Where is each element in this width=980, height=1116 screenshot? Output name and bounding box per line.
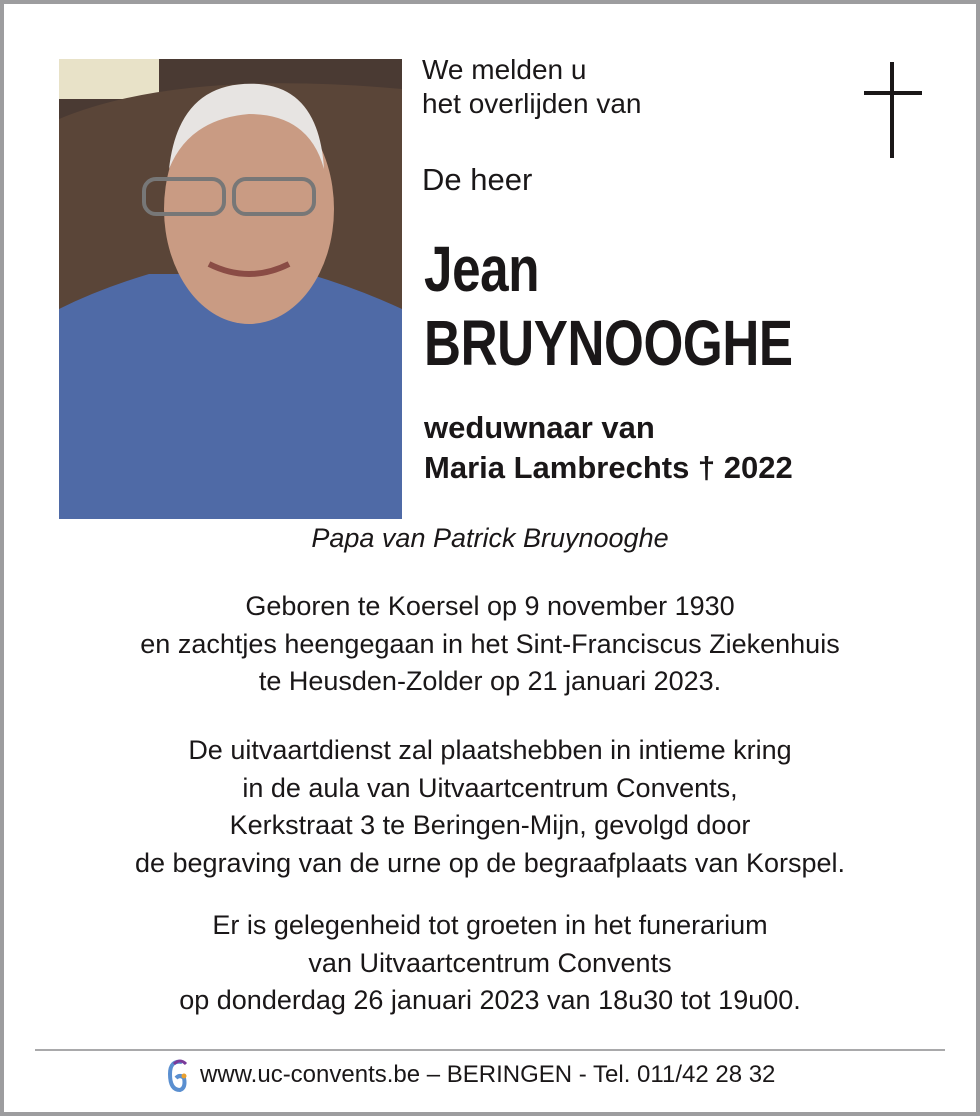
funeral-text	[0, 732, 980, 882]
portrait-photo	[59, 59, 402, 519]
widow-line: Maria Lambrechts † 2022	[424, 450, 793, 485]
funeral-home-logo-icon	[166, 1058, 190, 1092]
divider	[35, 1049, 945, 1051]
text-line: De uitvaartdienst zal plaatshebben in intieme kring	[188, 735, 792, 765]
text-line: Kerkstraat 3 te Beringen-Mijn, gevolgd door	[229, 810, 751, 840]
widow-text	[424, 408, 793, 488]
text-line: van Uitvaartcentrum Convents	[308, 947, 672, 978]
text-line: op donderdag 26 januari 2023 van 18u30 tot 19u00.	[179, 985, 801, 1015]
text-line: de begraving van de urne op de begraafplaats van Korspel.	[134, 847, 845, 878]
honorific: De heer	[422, 162, 533, 197]
text-line: te Heusden-Zolder op 21 januari 2023.	[258, 666, 722, 696]
cross-icon	[864, 62, 922, 158]
intro-line: het overlijden van	[422, 88, 642, 119]
intro-line: We melden u	[422, 54, 587, 85]
text-line: in de aula van Uitvaartcentrum Convents,	[242, 772, 738, 803]
portrait-illustration	[59, 59, 402, 519]
text-line: Er is gelegenheid tot groeten in het funerarium	[212, 910, 768, 940]
text-line: en zachtjes heengegaan in het Sint-Franciscus Ziekenhuis	[140, 628, 840, 659]
relation-text: Papa van Patrick Bruynooghe	[311, 523, 669, 553]
last-name: BRUYNOOGHE	[424, 307, 793, 379]
intro-text	[422, 53, 641, 121]
footer-contact: www.uc-convents.be – BERINGEN - Tel. 011/42 28 32	[200, 1061, 776, 1088]
text-line: Geboren te Koersel op 9 november 1930	[245, 591, 735, 621]
visitation-text	[0, 907, 980, 1020]
birth-death-text	[0, 588, 980, 701]
first-name: Jean	[424, 233, 540, 305]
footer	[166, 1058, 775, 1092]
widow-line: weduwnaar van	[424, 410, 655, 445]
